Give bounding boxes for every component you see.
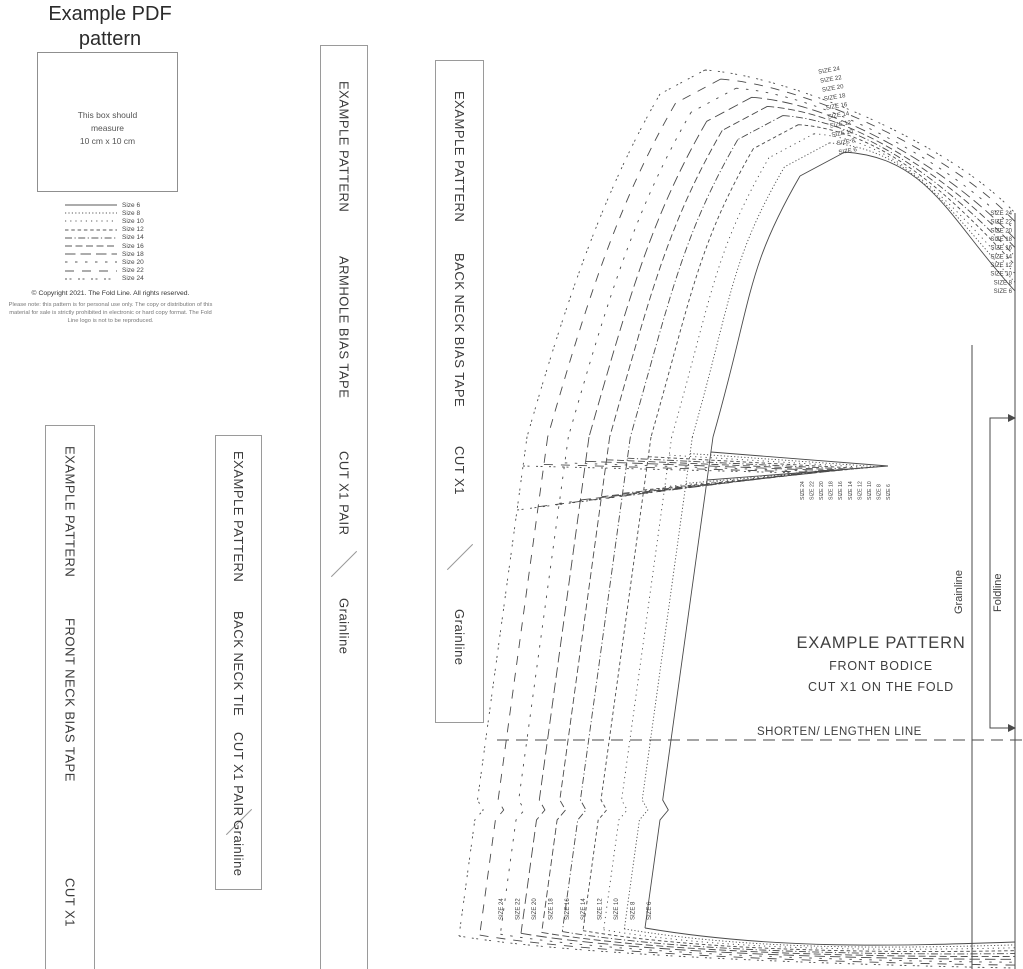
strip-brand-label: EXAMPLE PATTERN <box>231 451 246 583</box>
strip-piece-label: ARMHOLE BIAS TAPE <box>336 256 352 399</box>
test-square <box>37 52 178 192</box>
size-outline-size-20 <box>500 88 1015 962</box>
hem-size-label: SIZE 14 <box>581 898 588 920</box>
hem-size-label: SIZE 22 <box>515 898 522 920</box>
pattern-strip-front-neck-bias-tape <box>45 425 95 969</box>
hem-size-label: SIZE 8 <box>630 901 637 920</box>
legend-size-label: Size 8 <box>122 209 141 217</box>
pattern-strip-armhole-bias-tape <box>320 45 368 969</box>
hem-size-label: SIZE 18 <box>548 898 555 920</box>
dart-size-label: SIZE 8 <box>876 484 883 500</box>
neckline-size-label: SIZE 14 <box>990 254 1012 261</box>
strip-brand-label: EXAMPLE PATTERN <box>452 91 467 223</box>
shorten-lengthen-label: SHORTEN/ LENGTHEN LINE <box>757 726 922 738</box>
size-outline-size-22 <box>480 79 1015 965</box>
dart-size-label: SIZE 14 <box>847 481 854 500</box>
pattern-strip-back-neck-tie <box>215 435 262 890</box>
legend-size-label: Size 10 <box>122 217 144 225</box>
strip-grainline-label: Grainline <box>336 598 352 655</box>
legend-size-label: Size 22 <box>122 267 144 275</box>
strip-cut-label: CUT X1 <box>62 878 78 927</box>
hem-size-label: SIZE 16 <box>564 898 571 920</box>
test-square-line2: measure <box>90 123 125 133</box>
dart-size-label: SIZE 22 <box>809 481 816 500</box>
legend-item <box>64 258 144 266</box>
shoulder-size-label: SIZE 18 <box>823 93 847 103</box>
neckline-size-label: SIZE 6 <box>993 289 1012 295</box>
shoulder-size-label: SIZE 14 <box>827 111 850 121</box>
legend-item <box>64 209 144 217</box>
page-title-line2: pattern <box>78 28 142 50</box>
legend-size-label: Size 14 <box>122 234 144 242</box>
strip-grainline-label: Grainline <box>231 820 246 877</box>
test-square-line1: This box should <box>77 110 138 120</box>
shoulder-size-label: SIZE 22 <box>819 75 843 85</box>
hem-size-label: SIZE 12 <box>597 898 604 920</box>
shoulder-size-label: SIZE 16 <box>825 102 848 112</box>
copyright-line: © Copyright 2021. The Fold Line. All rights reserved. <box>31 290 190 297</box>
neckline-size-label: SIZE 12 <box>990 263 1012 269</box>
size-outline-size-10 <box>604 134 1015 949</box>
legend-size-label: Size 20 <box>122 258 144 266</box>
strip-cut-label: CUT X1 PAIR <box>231 732 246 817</box>
test-square-text <box>38 109 177 148</box>
bodice-cut-instruction: CUT X1 ON THE FOLD <box>808 680 954 694</box>
legend-item <box>64 226 144 234</box>
shoulder-size-label: SIZE 24 <box>817 66 841 76</box>
test-square-line3: 10 cm x 10 cm <box>79 136 136 146</box>
dart-size-label: SIZE 10 <box>866 481 873 500</box>
size-legend <box>64 201 144 283</box>
neckline-size-label: SIZE 20 <box>990 228 1012 235</box>
size-outline-size-6 <box>645 152 1015 945</box>
grainline-label: Grainline <box>953 569 965 614</box>
shoulder-size-label: SIZE 8 <box>836 138 856 148</box>
dart-size-label: SIZE 16 <box>838 481 845 500</box>
strip-brand-label: EXAMPLE PATTERN <box>62 446 78 578</box>
size-outline-size-24 <box>459 70 1015 968</box>
hem-size-label: SIZE 6 <box>647 901 653 920</box>
neckline-size-label: SIZE 24 <box>990 211 1012 217</box>
shoulder-size-label: SIZE 10 <box>831 129 854 139</box>
size-outline-size-14 <box>562 116 1015 954</box>
legend-size-label: Size 16 <box>122 242 144 250</box>
page-title-line1: Example PDF <box>48 3 172 25</box>
legend-item <box>64 250 144 258</box>
grainline-mark <box>331 551 357 577</box>
bodice-title: EXAMPLE PATTERN <box>796 634 966 652</box>
legend-item <box>64 275 144 283</box>
shoulder-size-label: SIZE 6 <box>838 147 858 157</box>
dart-size-label: SIZE 24 <box>800 481 806 500</box>
neckline-size-label: SIZE 22 <box>990 219 1012 226</box>
neckline-size-label: SIZE 16 <box>990 245 1012 252</box>
page-title <box>15 2 205 52</box>
neckline-size-label: SIZE 18 <box>990 237 1012 243</box>
legend-item <box>64 201 144 209</box>
copyright-note: Please note: this pattern is for personal use only. The copy or distribution of this material for sale is strictly prohibited in electronic or hard copy format. The Fold Line logo is not to be reproduced. <box>8 302 213 324</box>
legend-size-label: Size 18 <box>122 250 144 258</box>
legend-item <box>64 217 144 225</box>
strip-grainline-label: Grainline <box>452 609 467 666</box>
strip-piece-label: BACK NECK TIE <box>231 611 246 717</box>
foldline-bracket <box>990 418 1008 728</box>
legend-item <box>64 242 144 250</box>
foldline-label: Foldline <box>992 573 1004 612</box>
size-outline-size-8 <box>624 143 1015 947</box>
dart-size-label: SIZE 18 <box>828 481 835 500</box>
strip-piece-label: BACK NECK BIAS TAPE <box>452 253 467 408</box>
legend-item <box>64 267 144 275</box>
legend-size-label: Size 6 <box>122 201 141 209</box>
strip-piece-label: FRONT NECK BIAS TAPE <box>62 618 78 782</box>
size-outline-size-12 <box>583 125 1015 952</box>
hem-size-label: SIZE 24 <box>499 898 505 920</box>
shoulder-size-label: SIZE 12 <box>829 120 852 130</box>
strip-cut-label: CUT X1 <box>452 446 467 495</box>
size-outline-size-16 <box>542 106 1015 956</box>
dart-size-label: SIZE 20 <box>819 481 826 500</box>
neckline-size-label: SIZE 10 <box>990 271 1012 278</box>
copyright-block <box>8 290 213 325</box>
strip-cut-label: CUT X1 PAIR <box>336 451 352 536</box>
grainline-mark <box>446 544 472 570</box>
strip-brand-label: EXAMPLE PATTERN <box>336 81 352 213</box>
bodice-piece-name: FRONT BODICE <box>829 659 933 673</box>
size-outline-size-18 <box>521 97 1015 959</box>
legend-size-label: Size 24 <box>122 275 144 283</box>
hem-size-label: SIZE 20 <box>531 898 538 920</box>
dart-size-label: SIZE 6 <box>886 484 892 500</box>
neckline-size-label: SIZE 8 <box>993 280 1012 287</box>
shoulder-size-label: SIZE 20 <box>821 84 845 94</box>
legend-size-label: Size 12 <box>122 226 144 234</box>
pattern-strip-back-neck-bias-tape <box>435 60 484 723</box>
legend-item <box>64 234 144 242</box>
dart-size-label: SIZE 12 <box>857 481 864 500</box>
hem-size-label: SIZE 10 <box>614 898 621 920</box>
